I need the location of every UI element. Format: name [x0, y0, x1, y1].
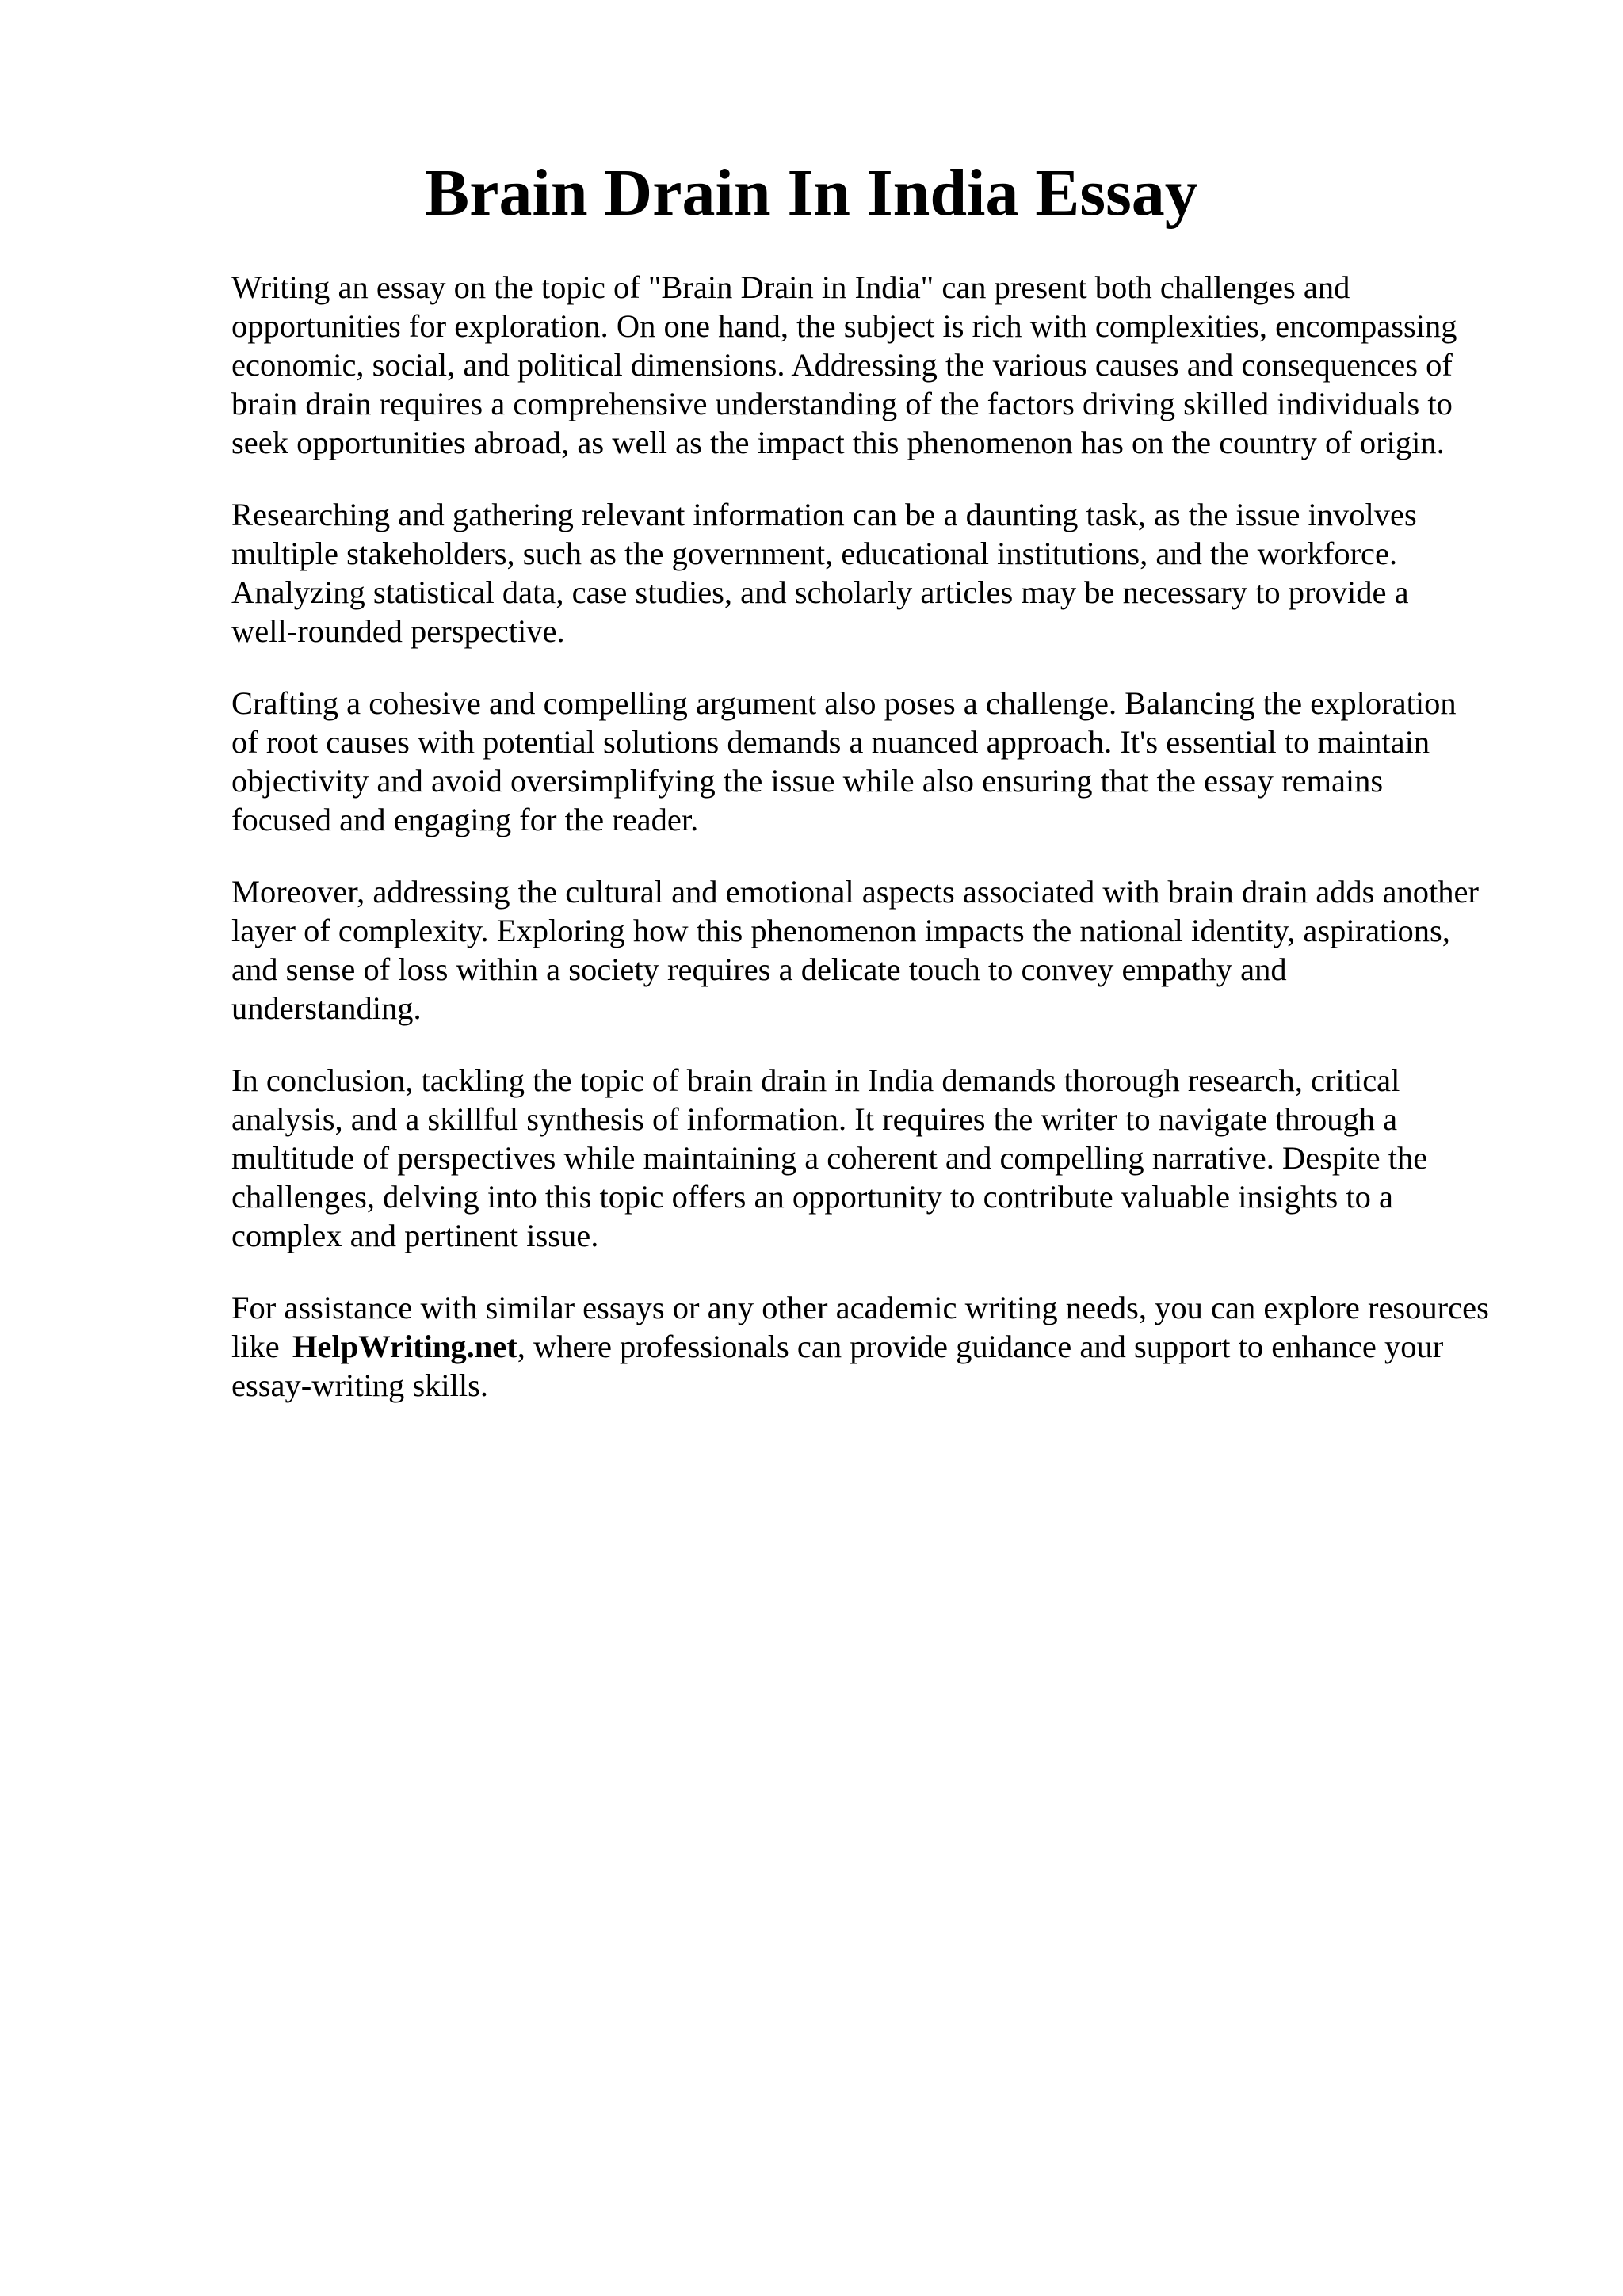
- helpwriting-link[interactable]: HelpWriting.net: [292, 1329, 517, 1364]
- paragraph-line: Moreover, addressing the cultural and emotional aspects associated with brain drain adds another: [231, 874, 1480, 910]
- paragraph-line: objectivity and avoid oversimplifying the issue while also ensuring that the essay remains: [231, 763, 1384, 799]
- paragraph-line: understanding.: [231, 990, 422, 1026]
- paragraph-line: brain drain requires a comprehensive understanding of the factors driving skilled individuals to: [231, 386, 1453, 421]
- paragraph-line: essay-writing skills.: [231, 1367, 488, 1403]
- closing-prefix: like: [231, 1329, 288, 1364]
- paragraph-line: analysis, and a skillful synthesis of information. It requires the writer to navigate through a: [231, 1101, 1398, 1137]
- paragraph-intro: [231, 268, 1531, 462]
- paragraph-line: seek opportunities abroad, as well as the impact this phenomenon has on the country of origin.: [231, 425, 1445, 460]
- paragraph-line: focused and engaging for the reader.: [231, 802, 699, 837]
- document-title: Brain Drain In India Essay: [425, 156, 1198, 230]
- paragraph-line: Analyzing statistical data, case studies, and scholarly articles may be necessary to provide a: [231, 574, 1409, 610]
- paragraph-line: Researching and gathering relevant information can be a daunting task, as the issue involves: [231, 497, 1417, 532]
- paragraph-line: of root causes with potential solutions demands a nuanced approach. It's essential to maintain: [231, 724, 1430, 760]
- paragraph-cultural: [231, 872, 1531, 1028]
- paragraph-line: Crafting a cohesive and compelling argument also poses a challenge. Balancing the exploration: [231, 685, 1457, 721]
- paragraph-line: well-rounded perspective.: [231, 613, 565, 649]
- paragraph-line: multitude of perspectives while maintaining a coherent and compelling narrative. Despite the: [231, 1140, 1428, 1176]
- paragraph-line: complex and pertinent issue.: [231, 1218, 599, 1253]
- paragraph-line: and sense of loss within a society requires a delicate touch to convey empathy and: [231, 952, 1287, 987]
- paragraph-line: For assistance with similar essays or any other academic writing needs, you can explore resources: [231, 1290, 1489, 1325]
- paragraph-line: In conclusion, tackling the topic of brain drain in India demands thorough research, critical: [231, 1062, 1400, 1098]
- paragraph-conclusion: [231, 1061, 1531, 1255]
- closing-suffix: , where professionals can provide guidance and support to enhance your: [517, 1329, 1444, 1364]
- paragraph-line: [231, 1327, 1531, 1366]
- paragraph-line: layer of complexity. Exploring how this phenomenon impacts the national identity, aspirations,: [231, 913, 1450, 948]
- essay-body: [231, 268, 1531, 1438]
- paragraph-line: challenges, delving into this topic offers an opportunity to contribute valuable insights to a: [231, 1179, 1393, 1215]
- paragraph-argument: [231, 684, 1531, 839]
- paragraph-closing: [231, 1288, 1531, 1405]
- paragraph-line: multiple stakeholders, such as the government, educational institutions, and the workforce.: [231, 536, 1398, 571]
- paragraph-line: opportunities for exploration. On one hand, the subject is rich with complexities, encompassing: [231, 308, 1457, 344]
- paragraph-line: Writing an essay on the topic of "Brain Drain in India" can present both challenges and: [231, 269, 1350, 305]
- paragraph-line: economic, social, and political dimensions. Addressing the various causes and consequences of: [231, 347, 1453, 383]
- paragraph-research: [231, 495, 1531, 650]
